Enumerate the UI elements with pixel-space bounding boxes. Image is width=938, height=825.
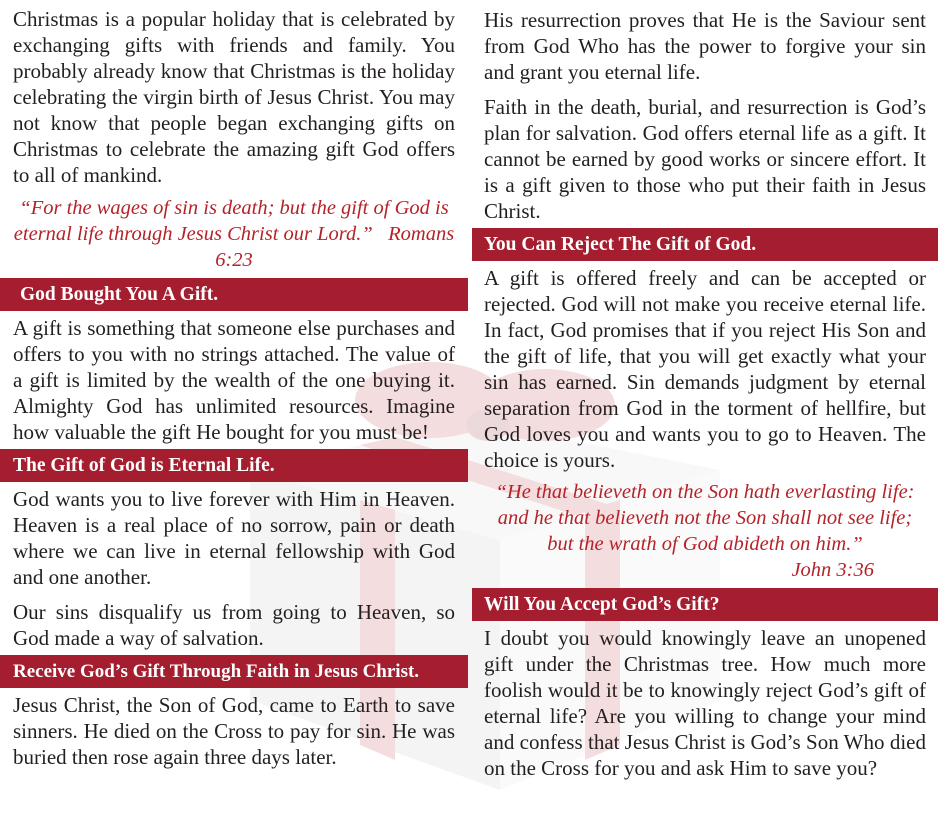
romans-quote <box>0 195 468 273</box>
reject-paragraph: A gift is offered freely and can be accepted or rejected. God will not make you receive eternal life. In fact, God promises that if you reject His Son and the gift of life, that you will get exactly what your sin has earned. Sin demands judgment by eternal separation from God in the torment of hellfire, but God loves you and wants you to go to Heaven. The choice is yours. <box>484 266 926 472</box>
right-column <box>472 0 938 781</box>
john-quote <box>472 479 938 557</box>
resurrection-paragraph: His resurrection proves that He is the Saviour sent from God Who has the power to forgive your sin and grant you eternal life. <box>484 8 926 84</box>
heading-gift-eternal-life: The Gift of God is Eternal Life. <box>0 449 468 482</box>
john-quote-ref: John 3:36 <box>791 559 874 581</box>
john-quote-text: “He that believeth on the Son hath everlasting life: and he that believeth not the Son shall not see life; but the wrath of God abideth on him.” <box>495 481 915 555</box>
accept-paragraph: I doubt you would knowingly leave an unopened gift under the Christmas tree. How much more foolish would it be to knowingly reject God’s gift of eternal life? Are you willing to change your mind and confess that Jesus Christ is God’s Son Who died on the Cross for you and ask Him to save you? <box>484 626 926 780</box>
heaven-paragraph: God wants you to live forever with Him in Heaven. Heaven is a real place of no sorrow, pain or death where we can live in eternal fellowship with God and one another. <box>13 487 455 589</box>
left-column <box>0 0 468 770</box>
romans-quote-ref: Romans 6:23 <box>215 223 455 271</box>
faith-paragraph: Faith in the death, burial, and resurrection is God’s plan for salvation. God offers eternal life as a gift. It cannot be earned by good works or sincere effort. It is a gift given to those who put their faith in Jesus Christ. <box>484 95 926 223</box>
gift-paragraph: A gift is something that someone else purchases and offers to you with no strings attached. The value of a gift is limited by the wealth of the one buying it. Almighty God has unlimited resources. Imagine how valuable the gift He bought for you must be! <box>13 316 455 444</box>
heading-god-bought-gift: God Bought You A Gift. <box>0 278 468 311</box>
jesus-paragraph: Jesus Christ, the Son of God, came to Earth to save sinners. He died on the Cross to pay for sin. He was buried then rose again three days later. <box>13 693 455 769</box>
heading-accept-gift: Will You Accept God’s Gift? <box>472 588 938 621</box>
heading-receive-gift: Receive God’s Gift Through Faith in Jesus Christ. <box>0 655 468 688</box>
heading-reject-gift: You Can Reject The Gift of God. <box>472 228 938 261</box>
intro-paragraph: Christmas is a popular holiday that is celebrated by exchanging gifts with friends and family. You probably already know that Christmas is the holiday celebrating the virgin birth of Jesus Christ. You may not know that people began exchanging gifts on Christmas to celebrate the amazing gift God offers to all of mankind. <box>13 7 455 187</box>
sins-paragraph: Our sins disqualify us from going to Heaven, so God made a way of salvation. <box>13 600 455 650</box>
romans-quote-text: “For the wages of sin is death; but the gift of God is eternal life through Jesus Christ our Lord.” <box>13 197 449 245</box>
